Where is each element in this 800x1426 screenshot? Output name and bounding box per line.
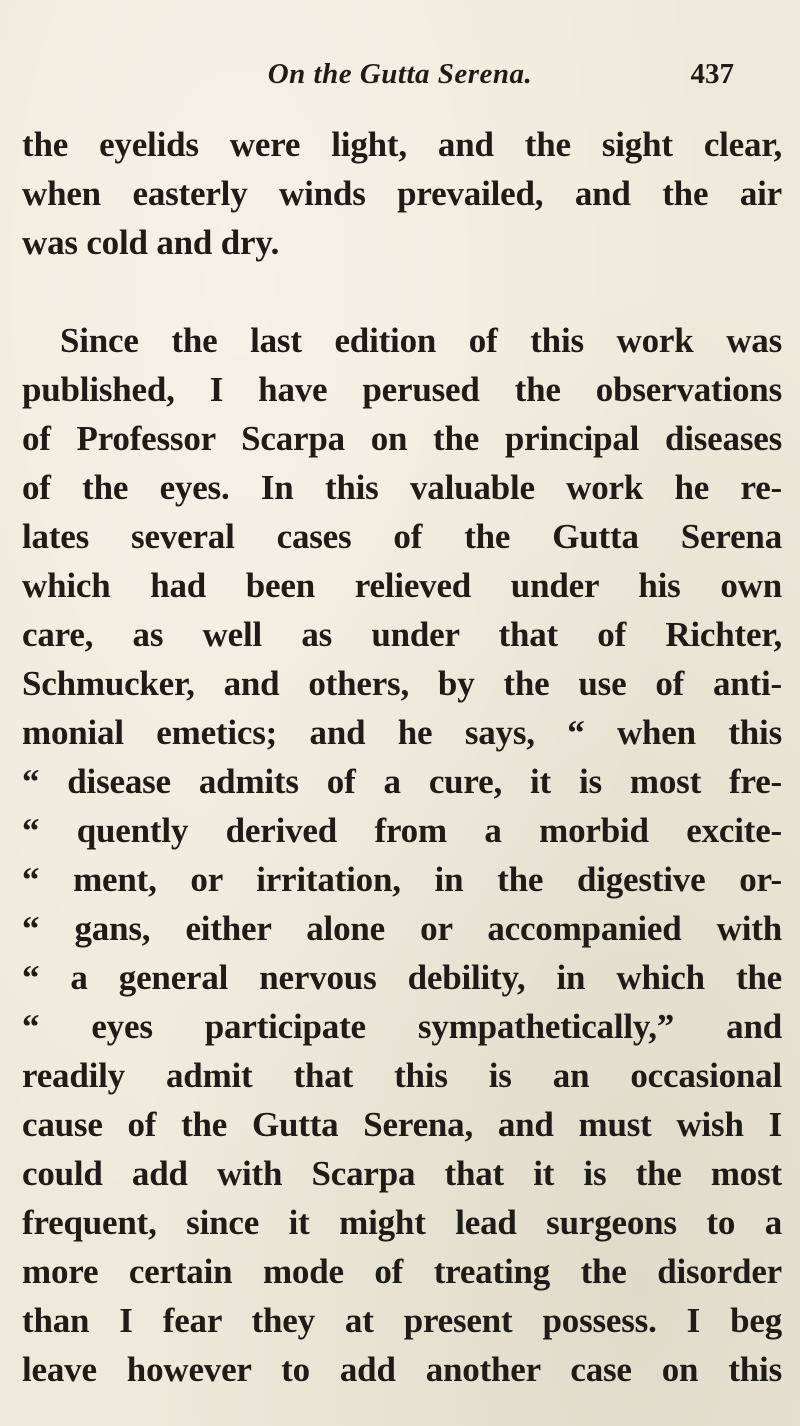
text-line: than I fear they at present possess. I beg: [22, 1301, 782, 1340]
text-line: more certain mode of treating the disorder: [22, 1252, 782, 1291]
text-line: Schmucker, and others, by the use of anti-: [22, 664, 782, 703]
text-line: was cold and dry.: [22, 223, 280, 262]
text-line: monial emetics; and he says, “ when this: [22, 713, 782, 752]
text-line: “ eyes participate sympathetically,” and: [22, 1007, 782, 1046]
text-line: lates several cases of the Gutta Serena: [22, 517, 782, 556]
text-line: of Professor Scarpa on the principal diseases: [22, 419, 782, 458]
paragraph-gap: [22, 267, 782, 316]
text-line: the eyelids were light, and the sight clear,: [22, 125, 782, 164]
text-line: Since the last edition of this work was: [60, 321, 782, 360]
text-line: leave however to add another case on this: [22, 1350, 782, 1389]
page-number: 437: [690, 58, 734, 90]
text-line: readily admit that this is an occasional: [22, 1056, 782, 1095]
text-line: care, as well as under that of Richter,: [22, 615, 782, 654]
running-title: On the Gutta Serena.: [267, 58, 533, 90]
text-line: when easterly winds prevailed, and the air: [22, 174, 782, 213]
text-line: of the eyes. In this valuable work he re-: [22, 468, 782, 507]
text-line: frequent, since it might lead surgeons to a: [22, 1203, 782, 1242]
text-line: “ quently derived from a morbid excite-: [22, 811, 782, 850]
text-line: “ a general nervous debility, in which the: [22, 958, 782, 997]
text-line: published, I have perused the observations: [22, 370, 782, 409]
text-line: which had been relieved under his own: [22, 566, 782, 605]
text-line: could add with Scarpa that it is the most: [22, 1154, 782, 1193]
text-line: “ ment, or irritation, in the digestive or-: [22, 860, 782, 899]
paragraph-1: [22, 120, 782, 267]
body-text: [22, 120, 782, 1394]
paragraph-2: [22, 316, 782, 1394]
text-line: “ disease admits of a cure, it is most fre-: [22, 762, 782, 801]
running-head: [0, 58, 800, 98]
text-line: cause of the Gutta Serena, and must wish I: [22, 1105, 782, 1144]
text-line: “ gans, either alone or accompanied with: [22, 909, 782, 948]
